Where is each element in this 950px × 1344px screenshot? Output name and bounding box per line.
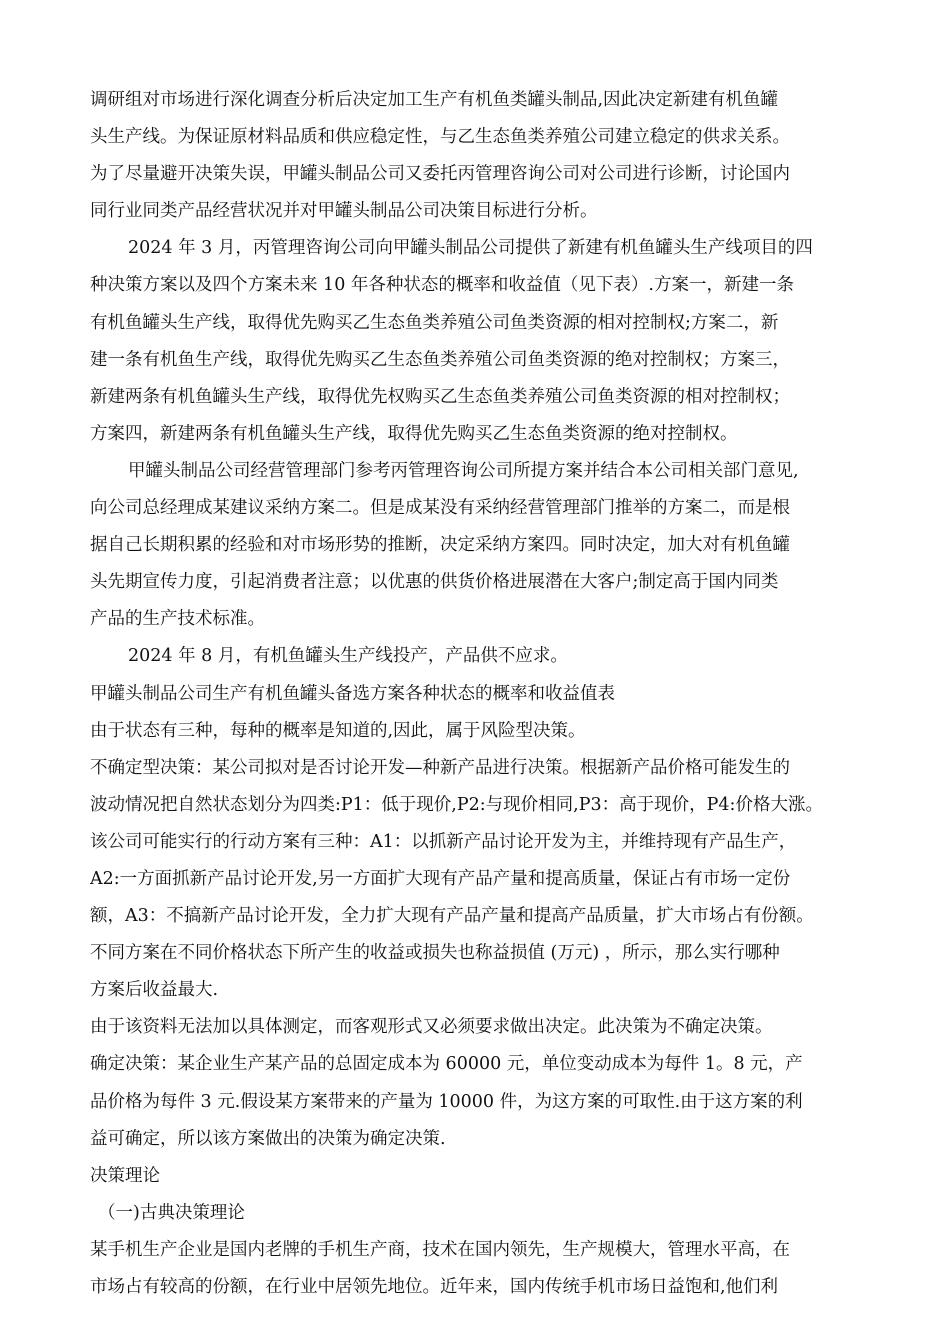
text-line: 向公司总经理成某建议采纳方案二。但是成某没有采纳经营管理部门推举的方案二，而是根 (90, 498, 790, 519)
text-line: 种决策方案以及四个方案未来 10 年各种状态的概率和收益值（见下表）.方案一，新建一条 (90, 275, 794, 296)
text-line: 甲罐头制品公司生产有机鱼罐头备选方案各种状态的概率和收益值表 (90, 683, 615, 704)
text-line: 产品的生产技术标准。 (90, 609, 265, 630)
text-line: 市场占有较高的份额，在行业中居领先地位。近年来，国内传统手机市场日益饱和,他们利 (90, 1277, 779, 1297)
text-line: 不同方案在不同价格状态下所产生的收益或损失也称益损值 (万元) ，所示，那么实行哪种 (90, 943, 780, 964)
document-body (90, 82, 870, 1306)
text-line: 建一条有机鱼生产线，取得优先购买乙生态鱼类养殖公司鱼类资源的绝对控制权；方案三， (90, 349, 790, 370)
text-line: 同行业同类产品经营状况并对甲罐头制品公司决策目标进行分析。 (90, 201, 598, 222)
text-line: 不确定型决策：某公司拟对是否讨论开发—种新产品进行决策。根据新产品价格可能发生的 (90, 757, 790, 778)
text-line: （一)古典决策理论 (98, 1202, 245, 1223)
text-line: 波动情况把自然状态划分为四类:P1：低于现价,P2:与现价相同,P3：高于现价，P4:价格大涨。 (90, 794, 823, 815)
text-line: 2024 年 3 月，丙管理咨询公司向甲罐头制品公司提供了新建有机鱼罐头生产线项目的四 (128, 238, 813, 259)
text-line: 有机鱼罐头生产线，取得优先购买乙生态鱼类养殖公司鱼类资源的相对控制权;方案二，新 (90, 312, 779, 333)
text-line: 决策理论 (90, 1165, 160, 1186)
text-line: 新建两条有机鱼罐头生产线，取得优先权购买乙生态鱼类养殖公司鱼类资源的相对控制权； (90, 386, 790, 407)
text-line: 甲罐头制品公司经营管理部门参考丙管理咨询公司所提方案并结合本公司相关部门意见, (128, 460, 799, 481)
text-line: 为了尽量避开决策失误，甲罐头制品公司又委托丙管理咨询公司对公司进行诊断，讨论国内 (90, 164, 790, 185)
text-line: 某手机生产企业是国内老牌的手机生产商，技术在国内领先，生产规模大，管理水平高，在 (90, 1239, 790, 1260)
text-line: 由于状态有三种，每种的概率是知道的,因此，属于风险型决策。 (90, 720, 586, 741)
text-line: 该公司可能实行的行动方案有三种：A1：以抓新产品讨论开发为主，并维持现有产品生产， (90, 831, 797, 852)
text-line: 方案后收益最大. (90, 980, 219, 1001)
text-line: 调研组对市场进行深化调查分析后决定加工生产有机鱼类罐头制品,因此决定新建有机鱼罐 (90, 90, 779, 110)
text-line: 方案四，新建两条有机鱼罐头生产线，取得优先购买乙生态鱼类资源的绝对控制权。 (90, 423, 738, 444)
text-line: 品价格为每件 3 元.假设某方案带来的产量为 10000 件，为这方案的可取性.由于这方案的利 (90, 1091, 803, 1112)
text-line: 额，A3：不搞新产品讨论开发，全力扩大现有产品产量和提高产品质量，扩大市场占有份额。 (90, 906, 814, 927)
text-line: 2024 年 8 月，有机鱼罐头生产线投产，产品供不应求。 (128, 646, 568, 667)
text-line: 头先期宣传力度，引起消费者注意；以优惠的供货价格进展潜在大客户;制定高于国内同类 (90, 572, 779, 593)
text-line: 头生产线。为保证原材料品质和供应稳定性，与乙生态鱼类养殖公司建立稳定的供求关系。 (90, 127, 790, 148)
text-line: A2:一方面抓新产品讨论开发,另一方面扩大现有产品产量和提高质量，保证占有市场一定份 (90, 868, 791, 889)
text-line: 确定决策：某企业生产某产品的总固定成本为 60000 元，单位变动成本为每件 1。8 元，产 (90, 1054, 803, 1075)
text-line: 据自己长期积累的经验和对市场形势的推断，决定采纳方案四。同时决定，加大对有机鱼罐 (90, 535, 790, 556)
text-line: 益可确定，所以该方案做出的决策为确定决策. (90, 1128, 446, 1149)
text-line: 由于该资料无法加以具体测定，而客观形式又必须要求做出决定。此决策为不确定决策。 (90, 1017, 773, 1038)
